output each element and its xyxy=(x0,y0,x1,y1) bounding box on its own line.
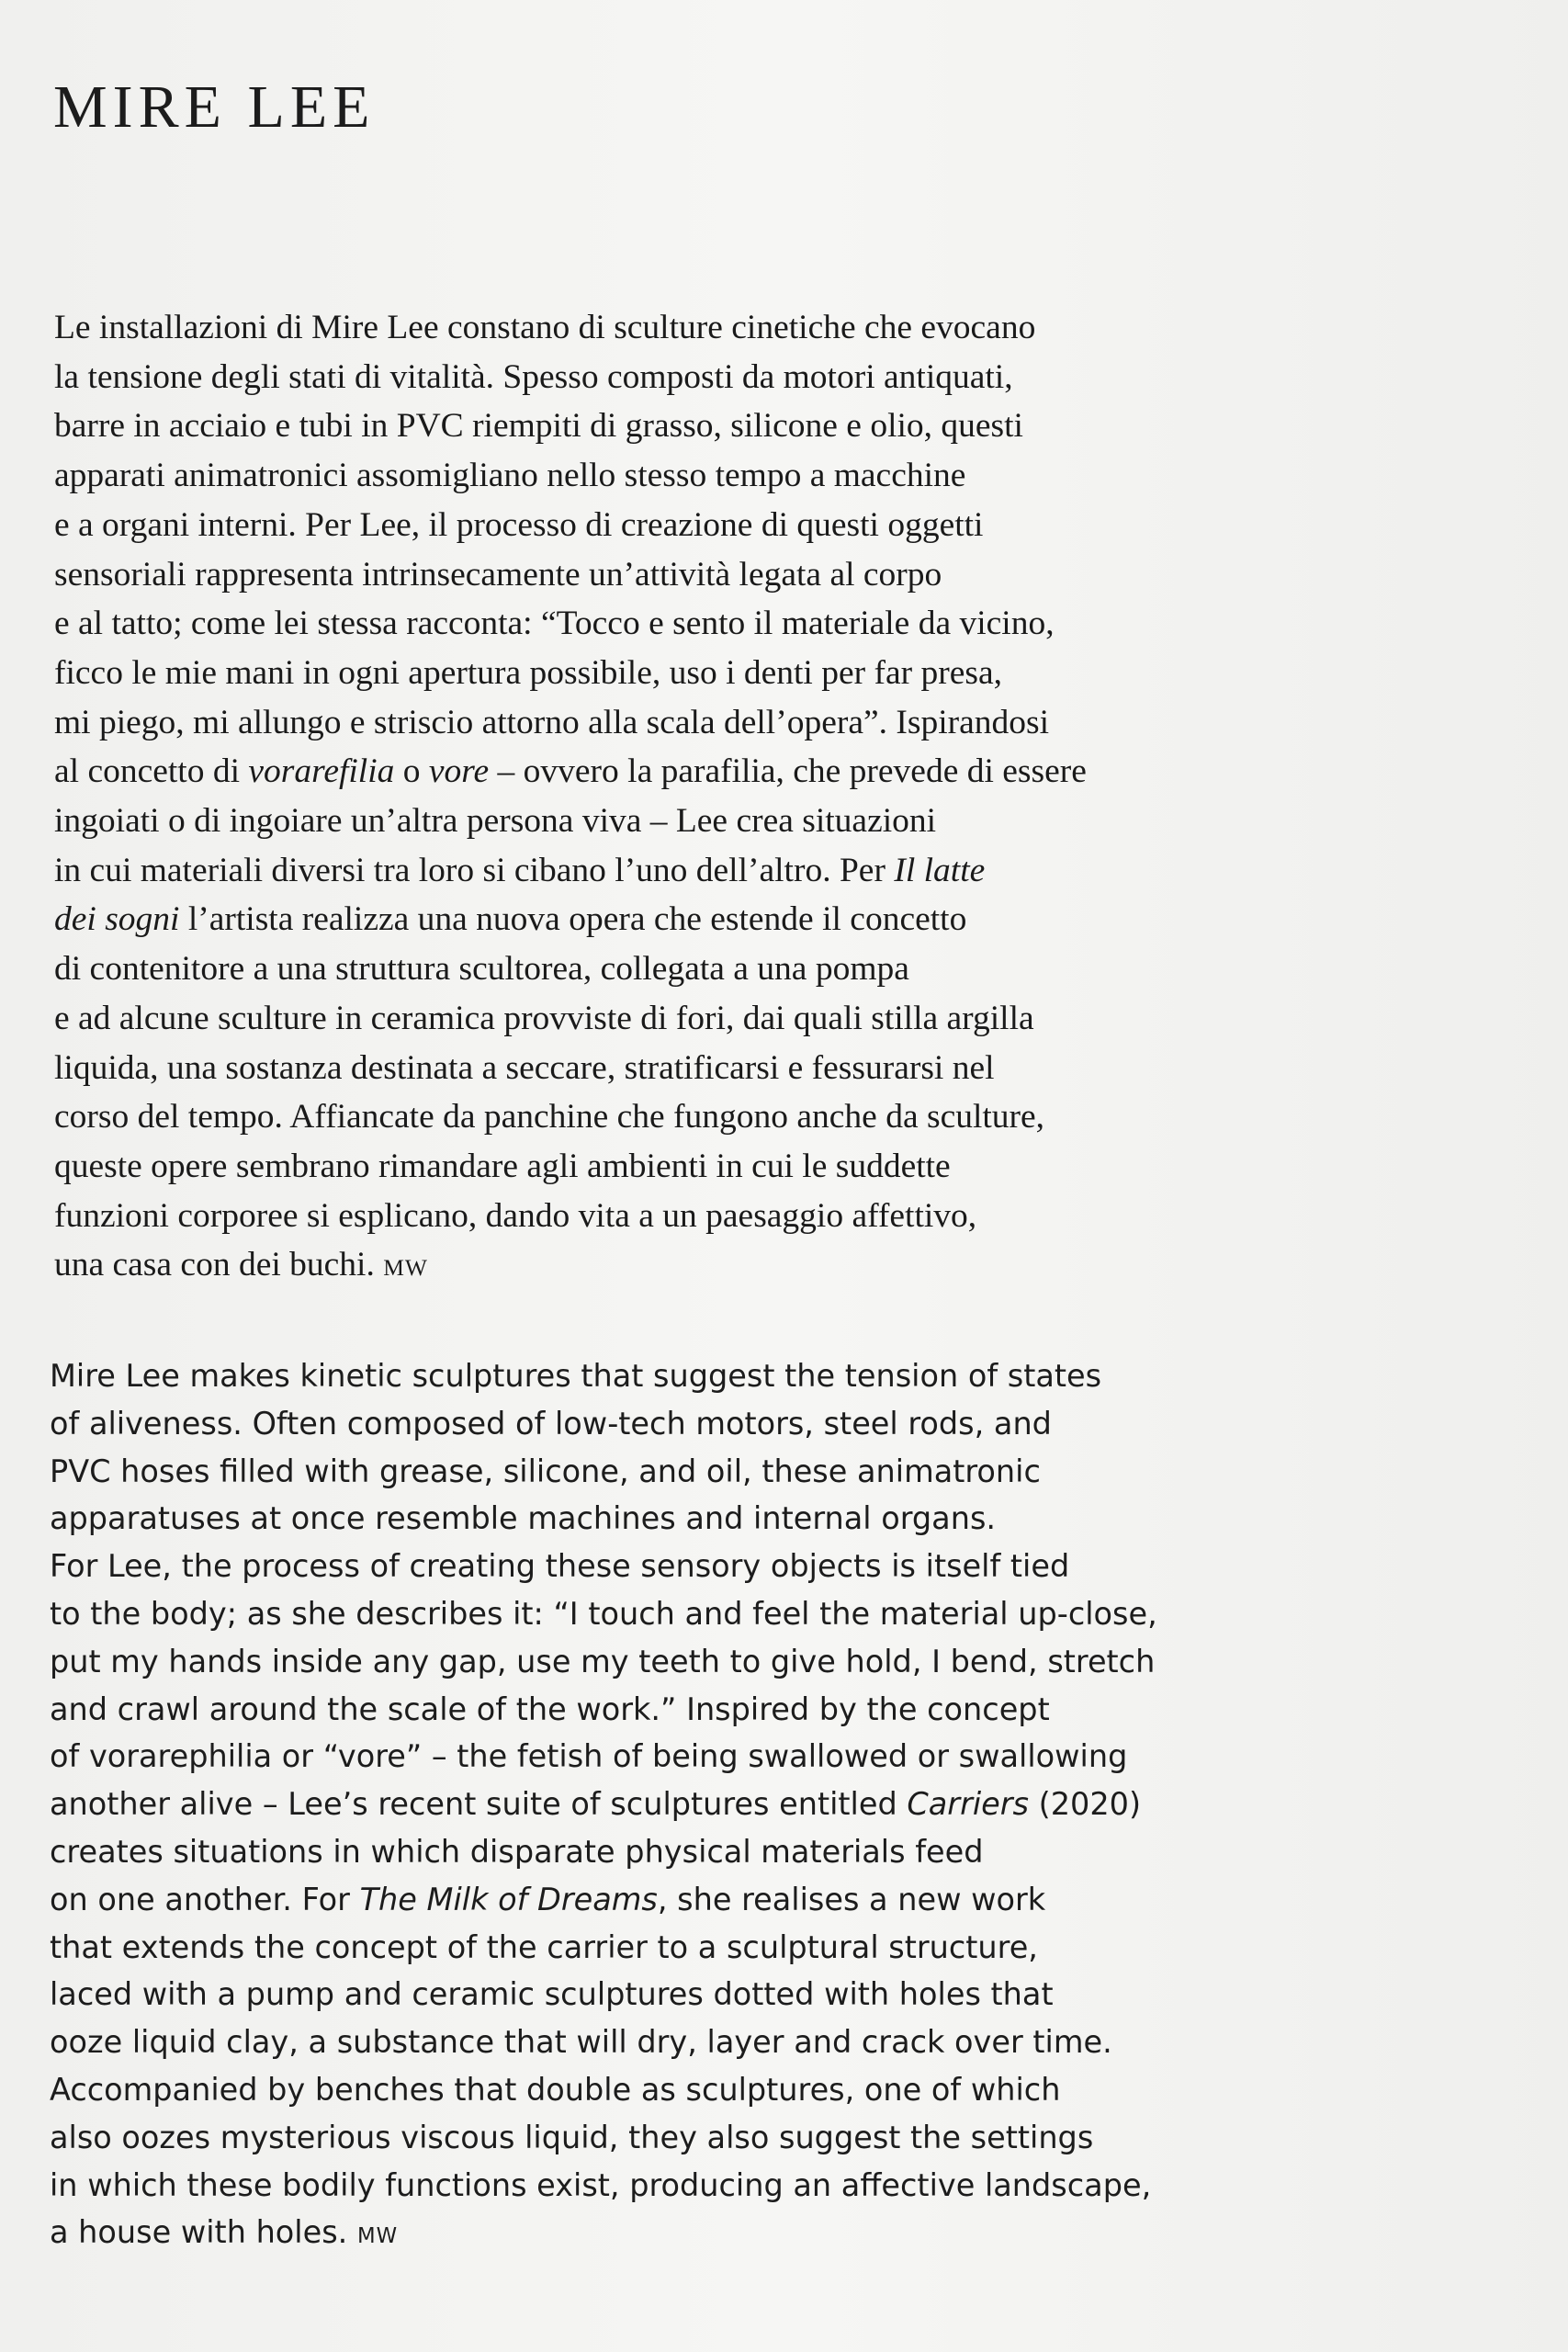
text-line: PVC hoses filled with grease, silicone, and oil, these animatronic xyxy=(50,1453,1041,1489)
text-line: of aliveness. Often composed of low-tech motors, steel rods, and xyxy=(50,1405,1052,1442)
text-line: mi piego, mi allungo e striscio attorno alla scala dell’opera”. Ispirandosi xyxy=(54,703,1050,741)
text-line: another alive – Lee’s recent suite of sculptures entitled Carriers (2020) xyxy=(50,1786,1142,1823)
work-title: Il latte xyxy=(894,851,986,889)
text-line: ficco le mie mani in ogni apertura possibile, uso i denti per far presa, xyxy=(54,653,1002,692)
work-title: The Milk of Dreams xyxy=(359,1881,658,1917)
text-line: barre in acciaio e tubi in PVC riempiti di grasso, silicone e olio, questi xyxy=(54,407,1023,446)
text-line: al concetto di vorarefilia o vore – ovvero la parafilia, che prevede di essere xyxy=(54,752,1087,791)
text-line: also oozes mysterious viscous liquid, they also suggest the settings xyxy=(50,2119,1094,2155)
text-line: apparati animatronici assomigliano nello stesso tempo a macchine xyxy=(54,457,966,495)
text-line: e a organi interni. Per Lee, il processo di creazione di questi oggetti xyxy=(54,505,984,544)
text-line: Accompanied by benches that double as sculptures, one of which xyxy=(50,2071,1061,2108)
text-line: Le installazioni di Mire Lee constano di sculture cinetiche che evocano xyxy=(54,309,1036,346)
work-title: Carriers xyxy=(907,1786,1030,1823)
text-line: in cui materiali diversi tra loro si cibano l’uno dell’altro. Per Il latte xyxy=(54,851,986,889)
work-title: dei sogni xyxy=(54,900,180,939)
text-line: e ad alcune sculture in ceramica provviste di fori, dai quali stilla argilla xyxy=(54,999,1034,1037)
author-initials: MW xyxy=(356,2224,399,2249)
english-text-block xyxy=(50,1352,1547,2261)
text-line: di contenitore a una struttura scultorea, collegata a una pompa xyxy=(54,950,909,989)
italic-term: vorarefilia xyxy=(248,752,395,791)
text-line: Mire Lee makes kinetic sculptures that suggest the tension of states xyxy=(50,1358,1102,1394)
text-line: corso del tempo. Affiancate da panchine che fungono anche da sculture, xyxy=(54,1098,1045,1136)
text-line: on one another. For The Milk of Dreams, she realises a new work xyxy=(50,1881,1046,1917)
text-line: ingoiati o di ingoiare un’altra persona viva – Lee crea situazioni xyxy=(54,802,937,841)
author-initials: MW xyxy=(383,1254,428,1282)
text-line: e al tatto; come lei stessa racconta: “Tocco e sento il materiale da vicino, xyxy=(54,605,1055,643)
text-line: dei sogni l’artista realizza una nuova opera che estende il concetto xyxy=(54,900,967,939)
page-title: MIRE LEE xyxy=(53,74,376,141)
text-line: in which these bodily functions exist, producing an affective landscape, xyxy=(50,2166,1152,2203)
text-line: apparatuses at once resemble machines and internal organs. xyxy=(50,1500,997,1537)
text-line: sensoriali rappresenta intrinsecamente un’attività legata al corpo xyxy=(54,555,942,594)
text-line: una casa con dei buchi. MW xyxy=(54,1246,428,1284)
italian-text-block xyxy=(54,303,1542,1293)
text-line: that extends the concept of the carrier to a sculptural structure, xyxy=(50,1928,1038,1965)
text-line: laced with a pump and ceramic sculptures dotted with holes that xyxy=(50,1976,1054,2013)
text-line: liquida, una sostanza destinata a seccare, stratificarsi e fessurarsi nel xyxy=(54,1048,995,1087)
text-line: queste opere sembrano rimandare agli ambienti in cui le suddette xyxy=(54,1147,951,1185)
text-line: funzioni corporee si esplicano, dando vita a un paesaggio affettivo, xyxy=(54,1196,977,1235)
italic-term: vore xyxy=(428,752,490,791)
text-line: and crawl around the scale of the work.” Inspired by the concept xyxy=(50,1690,1050,1727)
text-line: a house with holes. MW xyxy=(50,2214,399,2251)
text-line: of vorarephilia or “vore” – the fetish of being swallowed or swallowing xyxy=(50,1738,1128,1775)
text-line: la tensione degli stati di vitalità. Spesso composti da motori antiquati, xyxy=(54,357,1013,396)
text-line: creates situations in which disparate physical materials feed xyxy=(50,1833,984,1870)
text-line: For Lee, the process of creating these sensory objects is itself tied xyxy=(50,1548,1070,1585)
text-line: put my hands inside any gap, use my teeth to give hold, I bend, stretch xyxy=(50,1643,1156,1679)
text-line: ooze liquid clay, a substance that will dry, layer and crack over time. xyxy=(50,2024,1112,2061)
text-line: to the body; as she describes it: “I touch and feel the material up-close, xyxy=(50,1595,1157,1632)
